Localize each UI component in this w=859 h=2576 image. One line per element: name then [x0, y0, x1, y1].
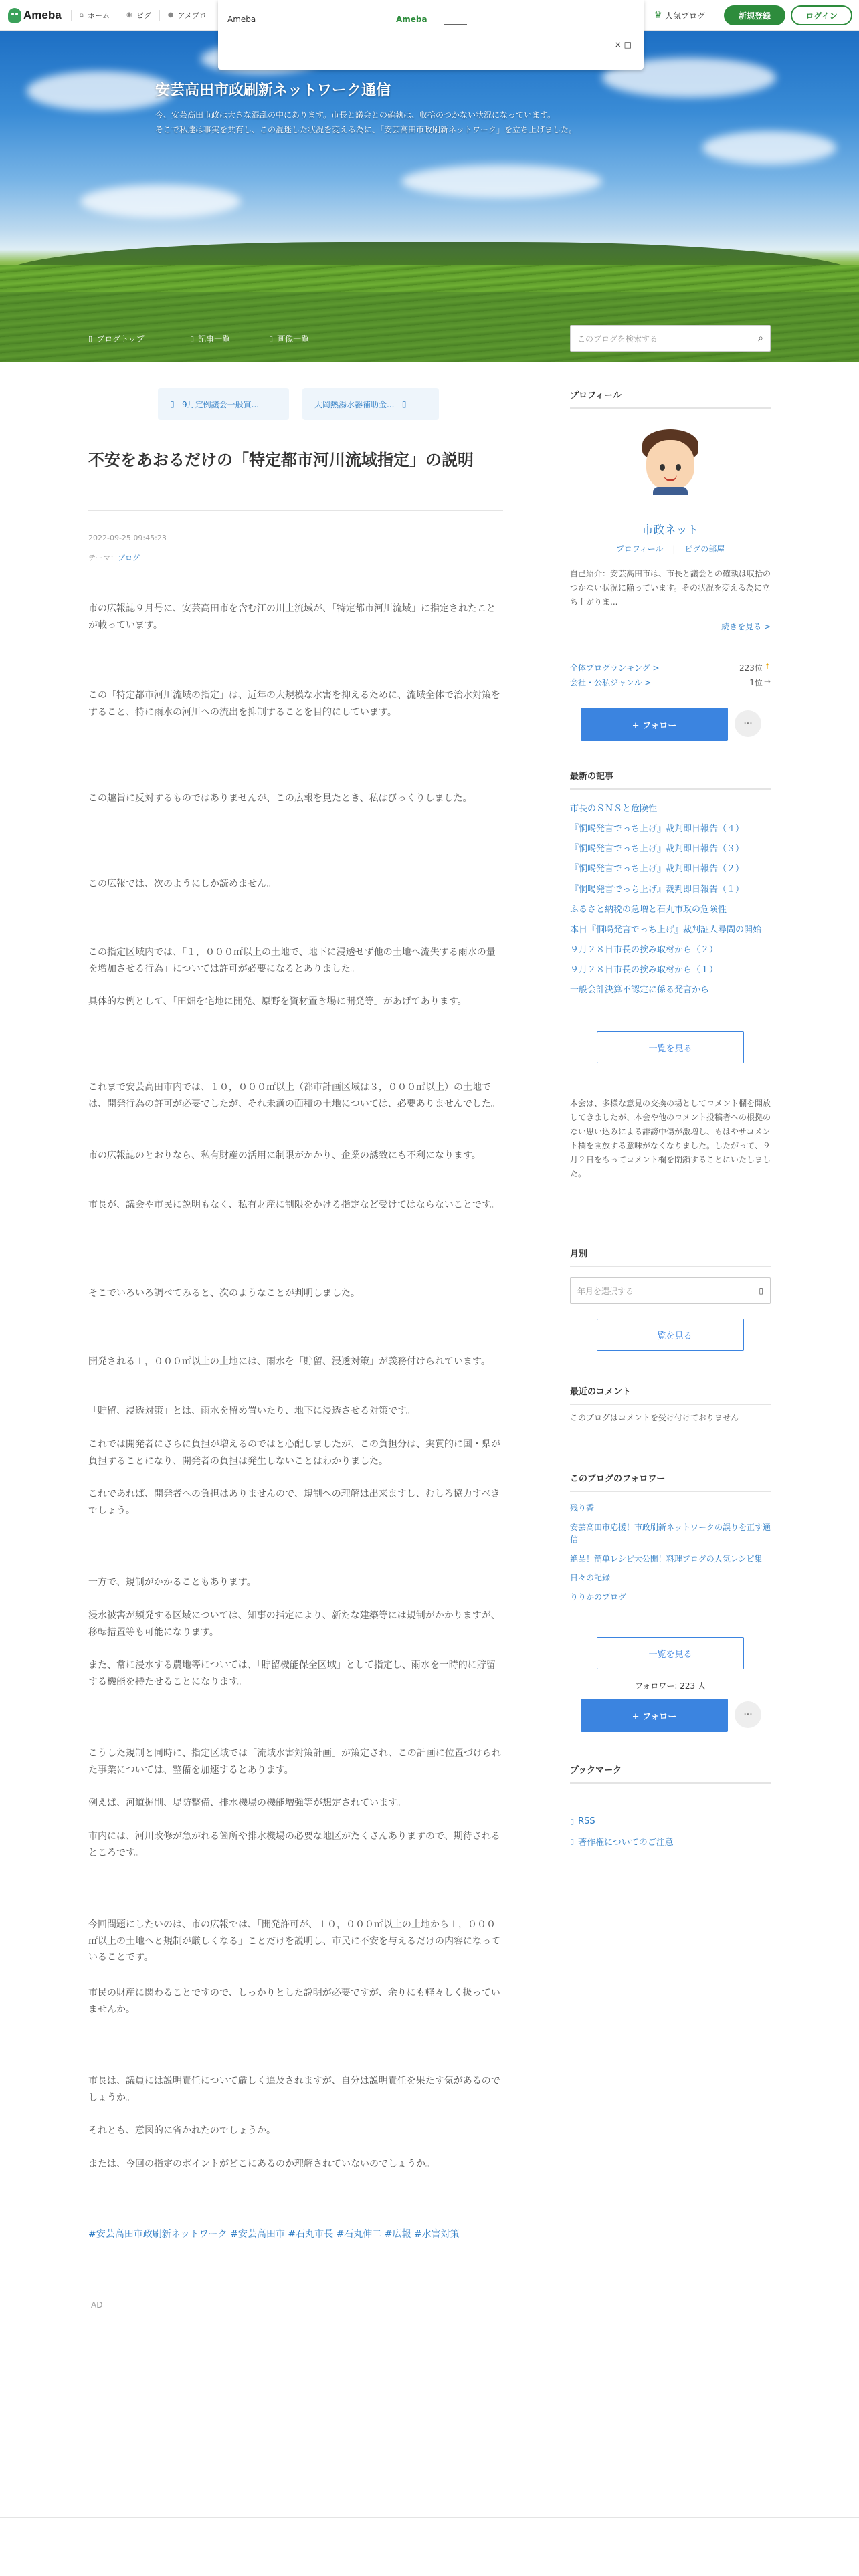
ad-label: AD — [91, 2300, 103, 2310]
more-options-button[interactable]: ··· — [735, 710, 761, 737]
follower-blog-link[interactable]: 日々の記録 — [570, 1573, 611, 1583]
article-paragraph: 開発される１，０００㎡以上の土地には、雨水を「貯留、浸透対策」が義務付けられています。 — [88, 1356, 490, 1367]
recent-article-link[interactable]: ９月２８日市長の挨み取材から（２） — [570, 944, 719, 955]
bookmark-heading: ブックマーク — [570, 1763, 771, 1784]
blog-search-input[interactable]: このブログを検索する ⌕ — [570, 325, 771, 352]
follower-blog-link[interactable]: りりかのブログ — [570, 1592, 627, 1602]
profile-heading: プロフィール — [570, 388, 771, 409]
monthly-heading: 月別 — [570, 1247, 771, 1267]
ranking-genre[interactable]: 会社・公私ジャンル > 1位 → — [570, 677, 771, 687]
blog-title[interactable]: 安芸高田市政刷新ネットワーク通信 — [155, 82, 391, 99]
hashtag-link[interactable]: #安芸高田市政刷新ネットワーク — [88, 2229, 227, 2240]
article-paragraph: この指定区域内では、「１，０００㎡以上の土地で、地下に浸透せず他の土地へ流失する雨水の量を増加させる行為」については許可が必要になるとありました。 — [88, 947, 496, 974]
nav-home[interactable]: ⌂ ホーム — [71, 10, 118, 21]
popular-blog-link[interactable]: ♛ 人気ブログ — [654, 10, 705, 21]
article-paragraph: また、常に浸水する農地等については、「貯留機能保全区域」として指定し、雨水を一時的に貯留する機能を持たせることになります。 — [88, 1660, 496, 1687]
popup-link[interactable]: Ameba — [396, 15, 427, 24]
popup-divider — [444, 24, 467, 25]
article-paragraph: 市内には、河川改修が急がれる箇所や排水機場の必要な地区がたくさんありますので、期待されるところです。 — [88, 1831, 500, 1858]
recent-article-link[interactable]: 『恫喝発言でっち上げ』裁判即日報告（１） — [570, 884, 745, 895]
article-theme: テーマ：ブログ — [88, 554, 140, 562]
article-paragraph: または、今回の指定のポイントがどこにあるのか理解されていないのでしょうか。 — [88, 2159, 435, 2169]
more-options-button-bottom[interactable]: ··· — [735, 1701, 761, 1728]
article-paragraph: これでは開発者にさらに負担が増えるのではと心配しましたが、この負担分は、実質的に国・県が負担することになり、開発者の負担は発生しないことはわかりました。 — [88, 1439, 500, 1467]
follower-count: フォロワー: 223 人 — [635, 1681, 706, 1691]
profile-more-link[interactable]: 続きを見る > — [721, 622, 771, 631]
popup-title: Ameba — [227, 15, 256, 24]
ad-popup — [218, 0, 644, 70]
recent-article-link[interactable]: 『恫喝発言でっち上げ』裁判即日報告（３） — [570, 844, 745, 855]
cloud-shape — [80, 185, 241, 218]
monthly-more-button[interactable]: 一覧を見る — [597, 1319, 744, 1351]
article-paragraph: 市長は、議員には説明責任について厳しく追及されますが、自分は説明責任を果たす気があるのでしょうか。 — [88, 2076, 500, 2103]
ameba-app-icon: ● — [167, 11, 174, 19]
article-paragraph: そこでいろいろ調べてみると、次のようなことが判明しました。 — [88, 1288, 360, 1299]
follow-button[interactable]: + フォロー — [581, 708, 728, 741]
ranking-overall[interactable]: 全体ブログランキング > 223位 ↑ — [570, 662, 771, 673]
crown-icon: ♛ — [654, 10, 662, 21]
profile-link[interactable]: プロフィール — [615, 544, 664, 554]
article-paragraph: こうした規制と同時に、指定区域では「流域水害対策計画」が策定され、この計画に位置づけられた事業については、整備を加速するとあります。 — [88, 1748, 501, 1776]
article-paragraph: これまで安芸高田市内では、１０，０００㎡以上（都市計画区域は３，０００㎡以上）の土地では、開発行為の許可が必要でしたが、それ未満の面積の土地については、必要ありませんでした。 — [88, 1082, 500, 1109]
hashtag-link[interactable]: #広報 — [384, 2229, 411, 2240]
follower-blog-link[interactable]: 安芸高田市応援！市政刷新ネットワークの誤りを正す通信 — [570, 1522, 771, 1545]
article-paragraph: これであれば、開発者への負担はありませんので、規制への理解は出来ますし、むしろ協力すべきでしょう。 — [88, 1489, 500, 1516]
recent-article-link[interactable]: 『恫喝発言でっち上げ』裁判即日報告（４） — [570, 824, 745, 835]
copyright-notice-link[interactable]: ▯ 著作権についてのご注意 — [570, 1837, 674, 1848]
cloud-shape — [27, 71, 174, 111]
dropdown-icon: ▯ — [759, 1286, 763, 1295]
profile-avatar[interactable] — [637, 425, 704, 495]
cloud-shape — [702, 131, 836, 165]
article-paragraph: それとも、意図的に省かれたのでしょうか。 — [88, 2125, 276, 2136]
header-actions — [654, 5, 852, 25]
arrow-up-icon: ↑ — [763, 662, 771, 671]
recent-article-link[interactable]: 本日『恫喝発言でっち上げ』裁判証人尋問の開始 — [570, 924, 762, 935]
global-nav — [71, 10, 215, 21]
search-icon[interactable]: ⌕ — [758, 333, 763, 344]
profile-links: プロフィール | ピグの部屋 — [615, 544, 725, 554]
nav-ameblo[interactable]: ● アメブロ — [159, 10, 215, 21]
article-paragraph: 市民の財産に関わることですので、しっかりとした説明が必要ですが、余りにも軽々しく扱っていませんか。 — [88, 1988, 500, 2015]
followers-more-button[interactable]: 一覧を見る — [597, 1637, 744, 1669]
hashtag-link[interactable]: #水害対策 — [413, 2229, 460, 2240]
article-paragraph: 「貯留、浸透対策」とは、雨水を留め置いたり、地下に浸透させる対策です。 — [88, 1406, 415, 1416]
recent-articles-list — [570, 802, 771, 1004]
document-icon: ▯ — [88, 334, 93, 343]
pigg-icon: ◉ — [126, 11, 132, 19]
profile-description: 自己紹介：安芸高田市は、市長と議会との確執は収拾のつかない状況に陥っています。その状況を変える為に立ち上がりま... — [570, 569, 771, 607]
hashtag-list — [88, 2226, 503, 2244]
follow-button-bottom[interactable]: + フォロー — [581, 1699, 728, 1732]
nav-blog-top[interactable]: ▯ ブログトップ — [88, 334, 145, 344]
list-icon: ▯ — [190, 334, 195, 343]
nav-pigg[interactable]: ◉ ピグ — [118, 10, 159, 21]
follower-blog-link[interactable]: 残り香 — [570, 1503, 595, 1513]
article-date: 2022-09-25 09:45:23 — [88, 534, 167, 542]
recent-article-link[interactable]: 一般会計決算不認定に係る発言から — [570, 985, 710, 996]
rss-link[interactable]: ▯ RSS — [570, 1816, 595, 1826]
article-paragraph: 市長が、議会や市民に説明もなく、私有財産に制限をかける指定など受けてはならないことです。 — [88, 1200, 500, 1210]
chevron-right-icon: ▯ — [394, 399, 407, 409]
prev-article-link[interactable]: ▯ 9月定例議会一般質... — [158, 388, 289, 420]
title-divider — [88, 510, 503, 511]
nav-image-list[interactable]: ▯ 画像一覧 — [269, 334, 310, 344]
article-paragraph: 浸水被害が頻発する区域については、知事の指定により、新たな建築等には規制がかかりますが、移転措置等も可能になります。 — [88, 1610, 500, 1638]
followers-heading: このブログのフォロワー — [570, 1471, 771, 1492]
article-paragraph: この「特定都市河川流域の指定」は、近年の大規模な水害を抑えるために、流域全体で治水対策をすること、特に雨水の河川への流出を抑制することを目的にしています。 — [88, 690, 500, 718]
ameba-logo-icon — [8, 8, 21, 23]
blog-description: 今、安芸高田市政は大きな混乱の中にあります。市長と議会との確執は、収拾のつかない状況になっています。 そこで私達は事実を共有し、この混迷した状況を変える為に、「安芸高田市政刷新ネットワーク」を立ち上げました。 — [155, 110, 577, 134]
recent-article-link[interactable]: ９月２８日市長の挨み取材から（１） — [570, 965, 719, 976]
article-title: 不安をあおるだけの「特定都市河川流域指定」の説明 — [88, 451, 474, 469]
recent-article-link[interactable]: ふるさと納税の急増と石丸市政の危険性 — [570, 904, 727, 915]
theme-link[interactable]: ブログ — [118, 554, 140, 562]
article-paragraph: 市の広報誌のとおりなら、私有財産の活用に制限がかかり、企業の誘致にも不利になります。 — [88, 1150, 481, 1161]
article-paragraph: 一方で、規制がかかることもあります。 — [88, 1577, 256, 1588]
rss-icon: ▯ — [570, 1817, 575, 1826]
article-paragraph: 例えば、河道掘削、堤防整備、排水機場の機能増強等が想定されています。 — [88, 1798, 406, 1808]
arrow-right-icon: → — [763, 677, 771, 686]
recent-comments-heading: 最近のコメント — [570, 1384, 771, 1405]
popup-close-button[interactable]: × □ — [614, 40, 632, 49]
image-icon: ▯ — [269, 334, 274, 343]
article-paragraph: 今回問題にしたいのは、市の広報では、「開発許可が、１０，０００㎡以上の土地から１，０００㎡以上の土地へと規制が厳しくなる」ことだけを説明し、市民に不安を与えるだけの内容になっていることです。 — [88, 1919, 500, 1963]
login-button[interactable]: ログイン — [791, 5, 852, 25]
recent-comments-text: このブログはコメントを受け付けておりません — [570, 1413, 739, 1422]
next-article-link[interactable]: 大岡熱湯水器補助金... ▯ — [302, 388, 439, 420]
pigg-room-link[interactable]: ピグの部屋 — [684, 544, 725, 554]
follower-blog-link[interactable]: 絶品！簡単レシピ大公開！料理ブログの人気レシピ集 — [570, 1553, 763, 1564]
comment-notice: 本会は、多様な意見の交換の場としてコメント欄を開放してきましたが、本会や他のコメント投稿者への根拠のない思い込みによる誹謗中傷が激増し、もはやサコメント欄を開放する意味がなくなりました。したがって、９月２日をもってコメント欄を閉鎖することにいたしました。 — [570, 1099, 771, 1178]
chevron-left-icon: ▯ — [170, 399, 183, 409]
document-icon: ▯ — [570, 1837, 575, 1846]
footer-divider — [0, 2517, 859, 2518]
article-paragraph: 市の広報誌９月号に、安芸高田市を含む江の川上流域が、「特定都市河川流域」に指定されたことが載っています。 — [88, 603, 496, 631]
hashtag-link[interactable]: #安芸高田市 — [230, 2229, 285, 2240]
article-paragraph: この広報では、次のようにしか読めません。 — [88, 879, 276, 889]
followers-list — [570, 1502, 771, 1610]
hashtag-link[interactable]: #石丸伸二 — [336, 2229, 382, 2240]
home-icon: ⌂ — [79, 11, 84, 19]
hashtag-link[interactable]: #石丸市長 — [288, 2229, 334, 2240]
article-paragraph: この趣旨に反対するものではありませんが、この広報を見たとき、私はびっくりしました。 — [88, 793, 472, 804]
profile-name[interactable]: 市政ネット — [642, 524, 699, 537]
register-button[interactable]: 新規登録 — [724, 5, 785, 25]
cloud-shape — [401, 165, 602, 198]
recent-articles-more-button[interactable]: 一覧を見る — [597, 1031, 744, 1063]
ameba-logo[interactable]: Ameba — [8, 8, 62, 23]
recent-article-link[interactable]: 『恫喝発言でっち上げ』裁判即日報告（２） — [570, 864, 745, 875]
recent-articles-heading: 最新の記事 — [570, 769, 771, 790]
nav-article-list[interactable]: ▯ 記事一覧 — [190, 334, 231, 344]
month-select[interactable]: 年月を選択する ▯ — [570, 1277, 771, 1304]
recent-article-link[interactable]: 市長のＳＮＳと危険性 — [570, 804, 658, 814]
article-paragraph: 具体的な例として、「田畑を宅地に開発、原野を資材置き場に開発等」があげてあります。 — [88, 996, 467, 1007]
